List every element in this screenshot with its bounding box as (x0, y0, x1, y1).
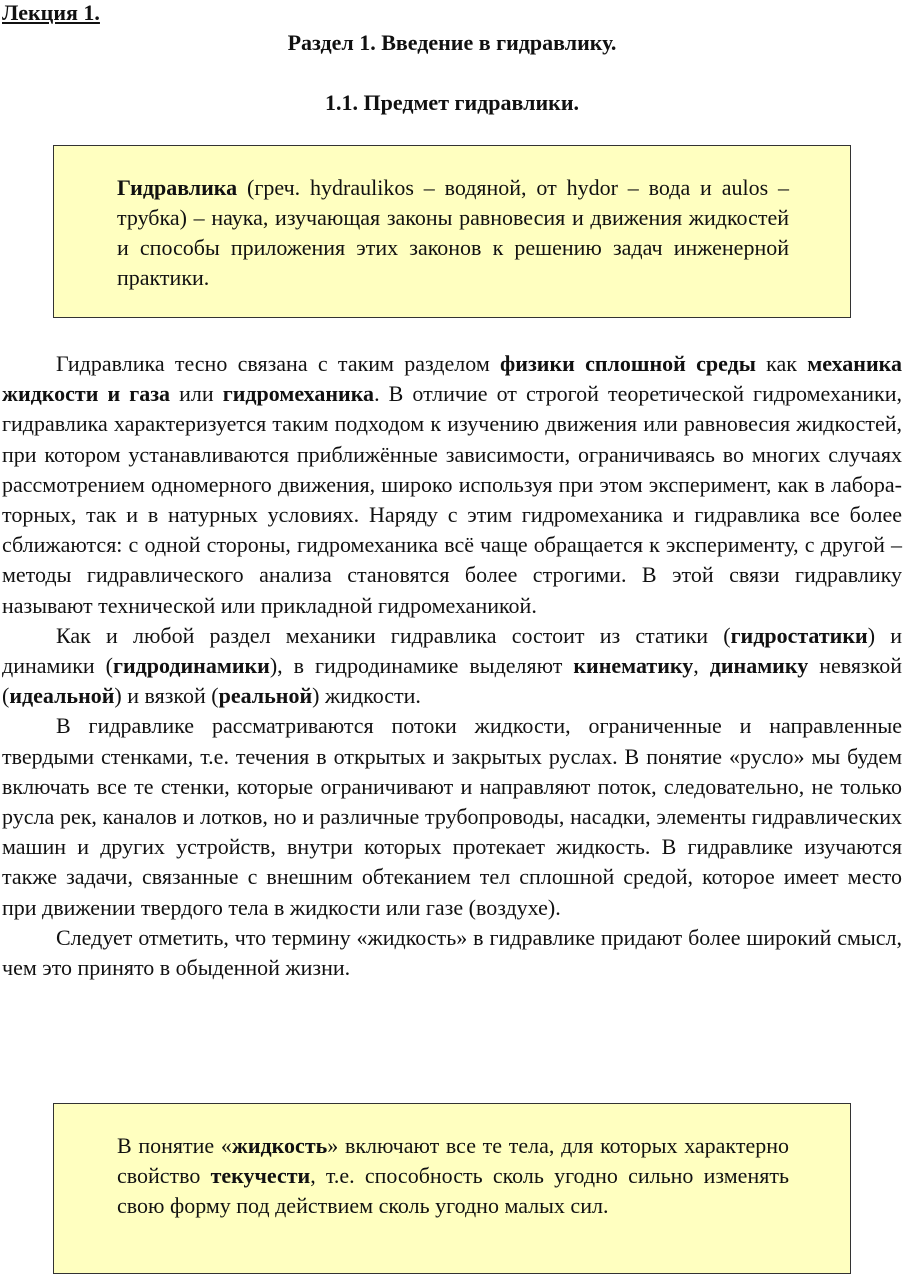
definition-box (53, 145, 851, 318)
paragraph-3: В гидравлике рассматриваются потоки жидкости, ограниченные и направленные твердыми стенками, т.е. течения в открытых и закрытых руслах. В понятие «русло» мы будем включать все те стенки, которые ограничивают и направляют поток, следовательно, не только русла рек, каналов и лотков, но и различные трубопроводы, насадки, элементы гидравлических машин и других устройств, внутри которых протекает жидкость. В гидравлике изучаются также задачи, связанные с внешним обтеканием тел сплошной средой, которое имеет место при движении твердого тела в жидкости или газе (воздухе). (2, 713, 902, 920)
definition-term: Гидравлика (117, 175, 238, 200)
paragraph-2-text: ), в гидродинамике выделяют (269, 653, 574, 679)
liquid-text: » включают все те тела, для которых характерно свойство (117, 1133, 789, 1188)
paragraph-2-text: ) и динамики ( (2, 622, 902, 679)
term-fluidity: текучести (210, 1163, 311, 1188)
term-hydrodynamics: гидродинамики (112, 653, 270, 679)
liquid-text: , т.е. способность сколь угодно сильно изменять свою форму под действием сколь угодно малых сил. (117, 1163, 789, 1218)
paragraph-2-text: Как и любой раздел механики гидравлика состоит из статики ( (56, 622, 731, 648)
term-ideal: идеальной (9, 683, 115, 709)
liquid-definition-text (117, 1131, 789, 1221)
paragraph-1-text: . В отличие от строгой теоретической гидромеханики, гидравлика характеризуется таким подходом к изучению движения или равновесия жидкостей, при котором устанавливаются приближённые зависимости, ограничиваясь во многих случаях рассмотрением одномерного движения, широко используя при этом эксперимент, как в лабораторных, так и в натурных условиях. Наряду с этим гидромеханика и гидравлика все более сближаются: с одной стороны, гидромеханика всё чаще обращается к эксперименту, с другой – методы гидравлического анализа становятся более строгими. В этой связи гидравлику называют технической или прикладной гидромеханикой. (2, 381, 902, 618)
term-real: реальной (218, 683, 313, 709)
term-dynamics: динамику (709, 653, 809, 679)
paragraph-1-text: как (755, 351, 808, 376)
definition-body: (греч. hydraulikos – водяной, от hydor – вода и aulos – трубка) – наука, изучающая законы равновесия и движения жидкостей и способы приложения этих законов к решению задач инженерной практики. (117, 175, 789, 290)
term-liquid: жидкость (231, 1133, 328, 1158)
section-title: Раздел 1. Введение в гидравлику. (287, 30, 617, 55)
term-kinematics: кинематику (573, 653, 694, 679)
paragraph-2-text: , (693, 653, 710, 679)
paragraph-2-text: ) жидкости. (312, 683, 421, 709)
paragraph-2-text: ) и вязкой ( (114, 683, 219, 709)
lecture-title: Лекция 1. (2, 0, 100, 25)
paragraph-2-text: невязкой ( (2, 653, 902, 709)
subsection-title: 1.1. Предмет гидравлики. (325, 90, 579, 115)
paragraph-1 (2, 349, 902, 621)
paragraph-2 (2, 621, 902, 712)
paragraph-1-text: Гидравлика тесно связана с таким разделом (56, 351, 501, 376)
paragraph-1-text: или (170, 381, 223, 407)
term-hydrostatics: гидростатики (730, 622, 868, 648)
term-fluid-mechanics: механика жидкости и газа (2, 351, 902, 407)
liquid-definition-box (53, 1103, 851, 1274)
liquid-text: В понятие « (117, 1133, 232, 1158)
term-hydromechanics: гидромеханика (222, 381, 375, 407)
main-text (2, 349, 902, 983)
term-continuum-physics: физики сплошной среды (500, 351, 756, 376)
paragraph-4: Следует отметить, что термину «жидкость» в гидравлике придают более широкий смысл, чем это принято в обыденной жизни. (2, 924, 902, 981)
definition-text (117, 173, 789, 293)
